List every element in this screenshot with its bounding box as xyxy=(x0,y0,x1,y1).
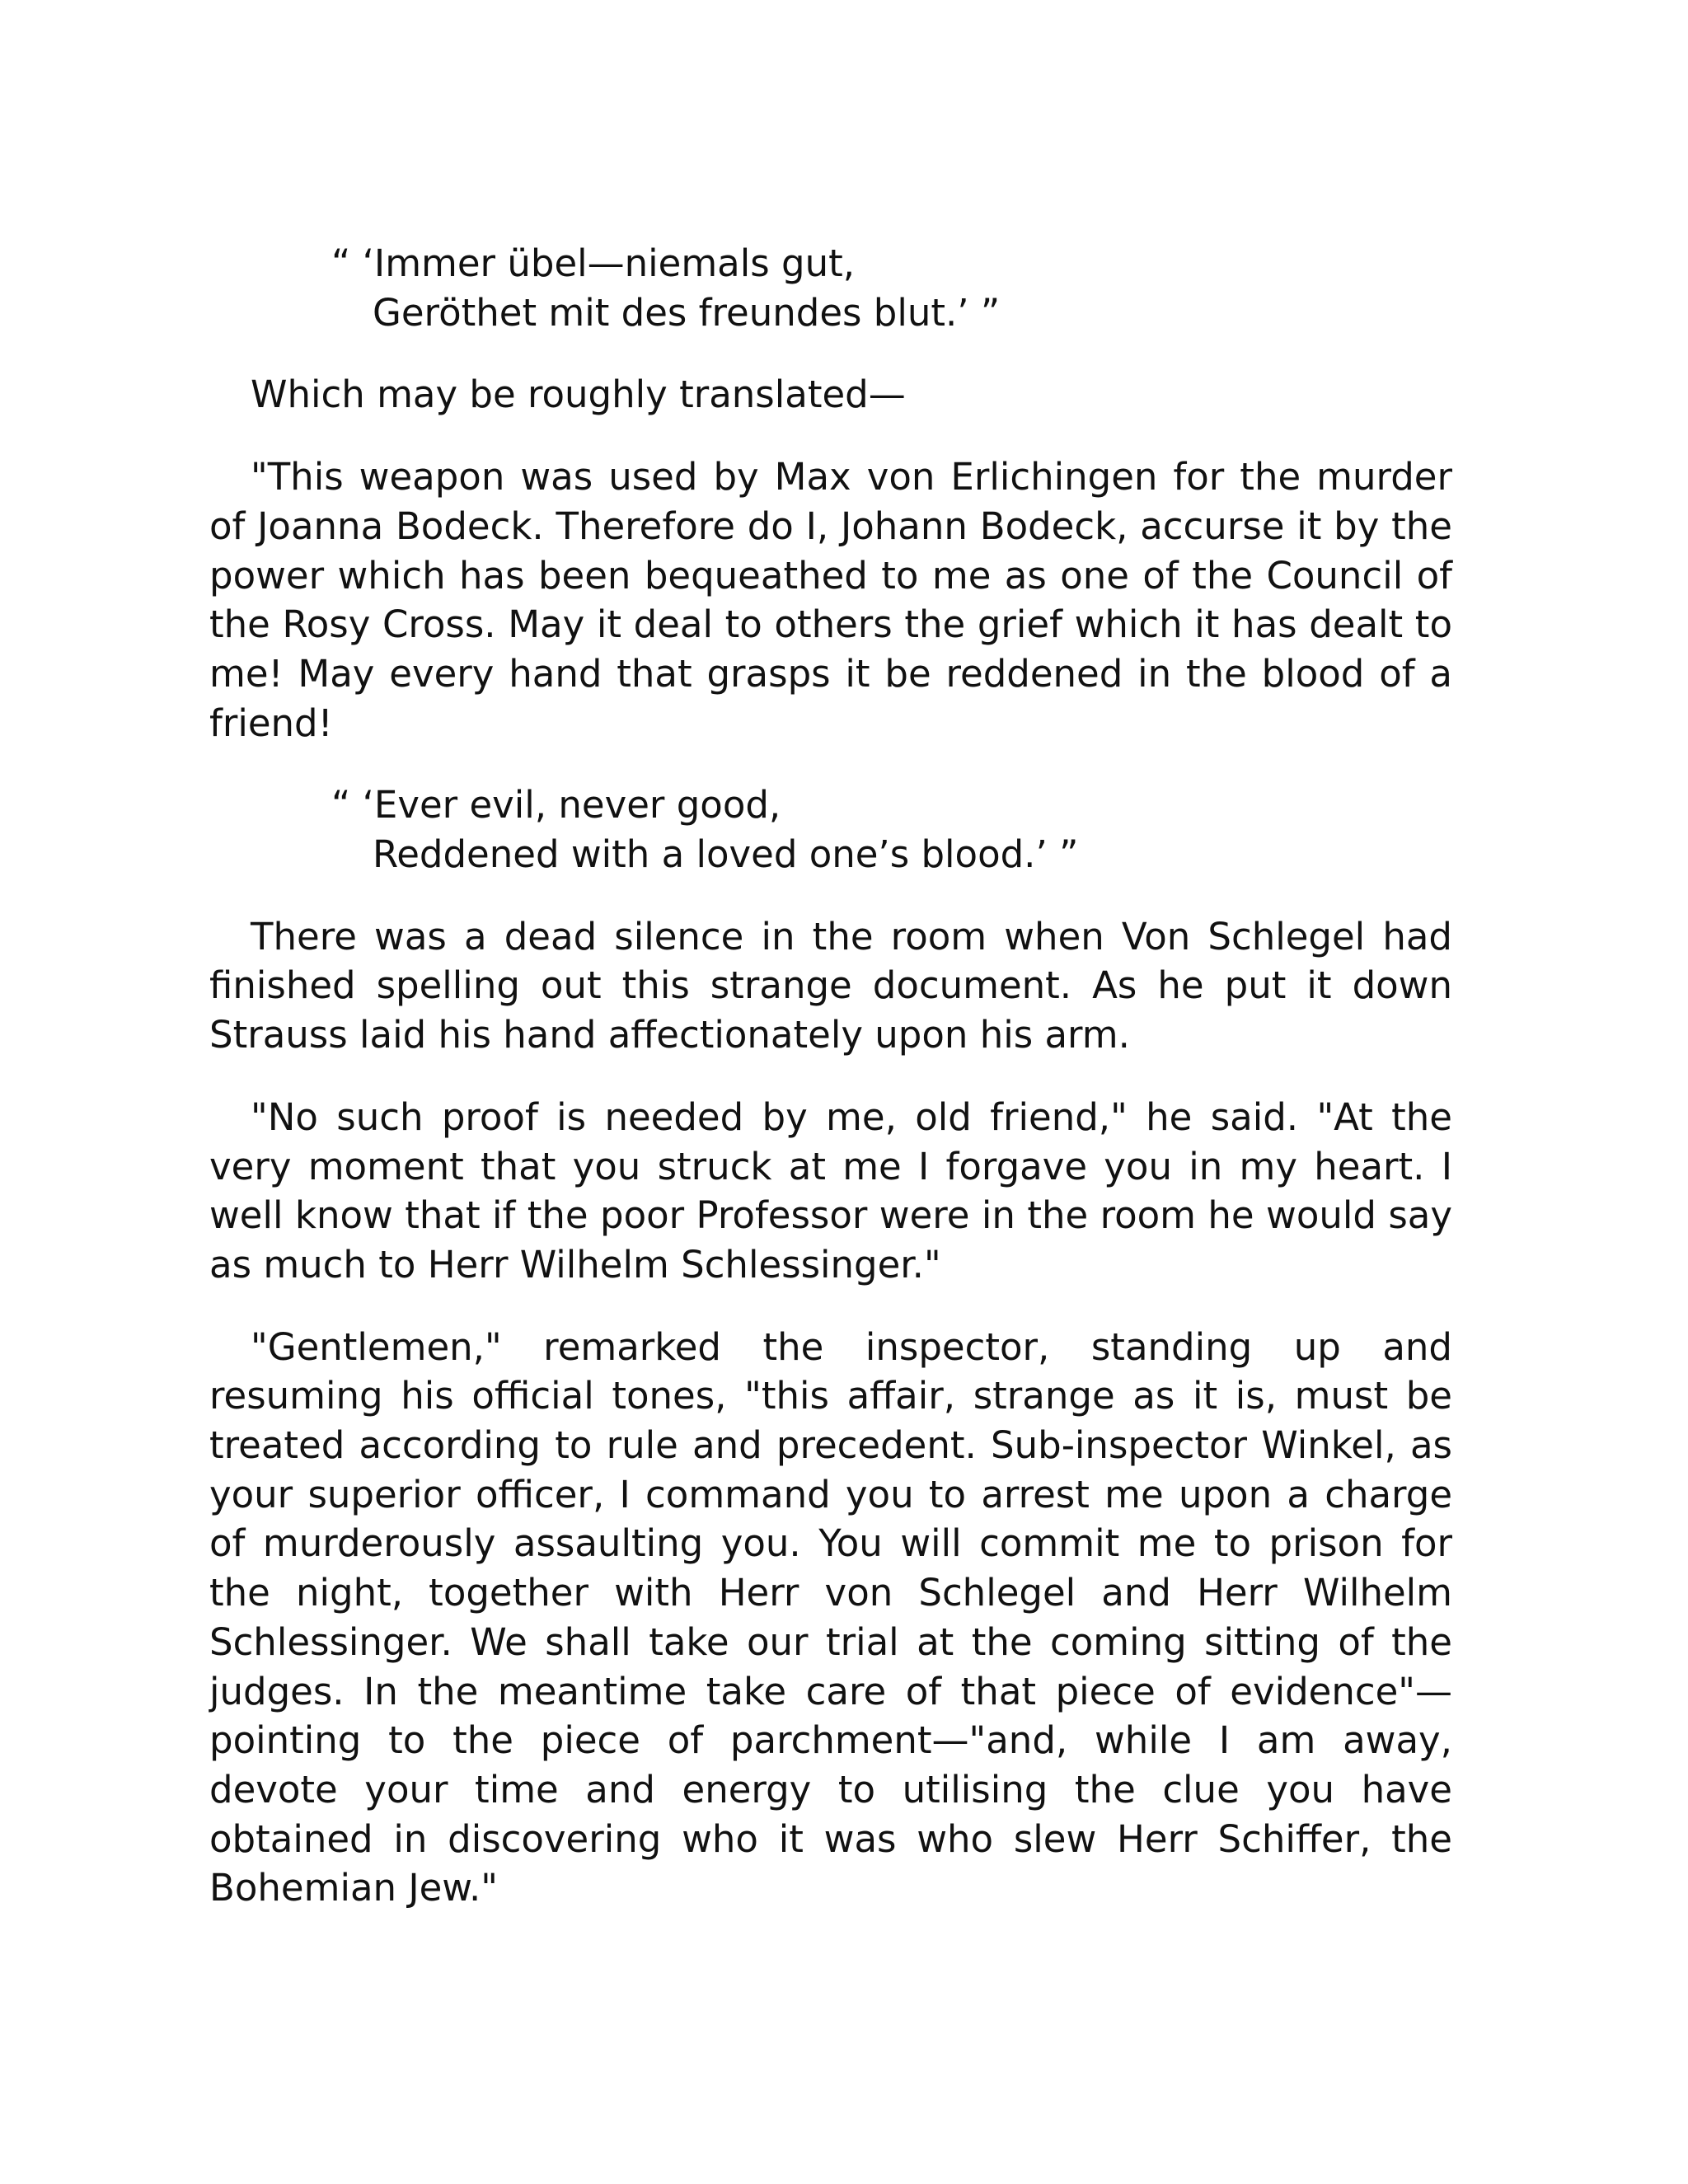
verse-line: “ ‘Immer übel—niemals gut, xyxy=(331,241,856,285)
document-page xyxy=(209,239,1452,1946)
paragraph-translation: "This weapon was used by Max von Erlichingen for the murder of Joanna Bodeck. Therefore do I, Johann Bodeck, accurse it by the power which has been bequeathed to me as one of the Council of the Rosy Cross. May it deal to others the grief which it has dealt to me! May every hand that grasps it be reddened in the blood of a friend! xyxy=(209,455,1452,745)
paragraph-intro: Which may be roughly translated— xyxy=(251,373,906,417)
paragraph-inspector: "Gentlemen," remarked the inspector, standing up and resuming his official tones, "this affair, strange as it is, must be treated according to rule and precedent. Sub-inspector Winkel, as your superior officer, I command you to arrest me upon a charge of murderously assaulting you. You will commit me to prison for the night, together with Herr von Schlegel and Herr Wilhelm Schlessinger. We shall take our trial at the coming sitting of the judges. In the meantime take care of that piece of evidence"—pointing to the piece of parchment—"and, while I am away, devote your time and energy to utilising the clue you have obtained in discovering who it was who slew Herr Schiffer, the Bohemian Jew." xyxy=(209,1324,1452,1910)
verse-line: Reddened with a loved one’s blood.’ ” xyxy=(373,832,1079,877)
paragraph-strauss: "No such proof is needed by me, old friend," he said. "At the very moment that you struck at me I forgave you in my heart. I well know that if the poor Professor were in the room he would say as much to Herr Wilhelm Schlessinger." xyxy=(209,1094,1452,1286)
verse-line: Geröthet mit des freundes blut.’ ” xyxy=(373,290,1001,335)
english-verse xyxy=(331,780,1452,879)
german-verse xyxy=(331,239,1452,337)
verse-line: “ ‘Ever evil, never good, xyxy=(331,783,781,827)
paragraph-silence: There was a dead silence in the room when Von Schlegel had finished spelling out this strange document. As he put it down Strauss laid his hand affectionately upon his arm. xyxy=(209,914,1452,1057)
